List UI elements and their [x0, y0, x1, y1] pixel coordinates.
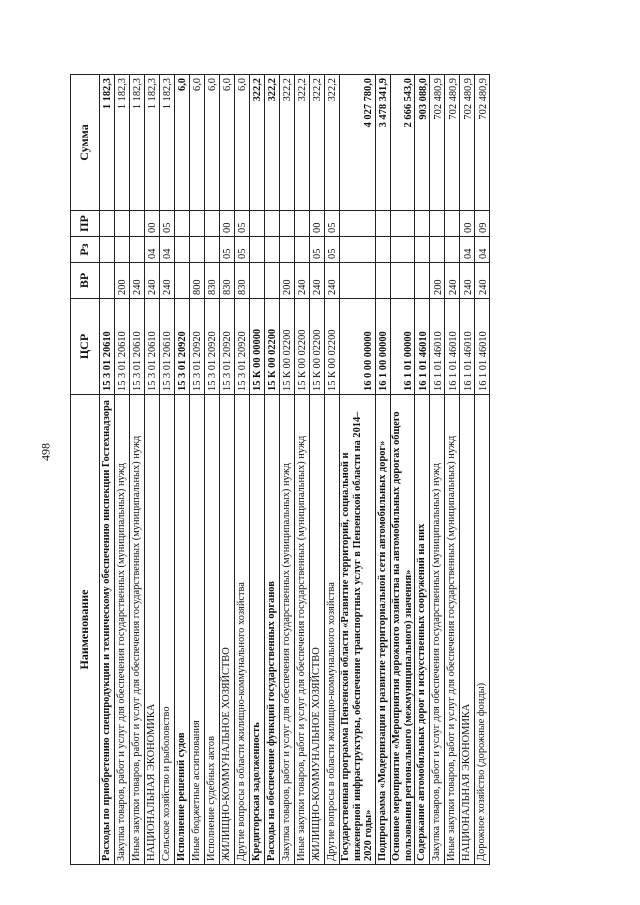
cell-csr: 15 К 00 02200 — [265, 299, 280, 395]
cell-sum: 702 480,9 — [475, 75, 490, 211]
cell-vr — [100, 263, 115, 299]
cell-pr: 00 — [220, 211, 235, 237]
table-row — [175, 75, 190, 865]
cell-vr: 240 — [295, 263, 310, 299]
cell-rz: 05 — [235, 237, 250, 263]
cell-pr — [175, 211, 190, 237]
cell-rz — [205, 237, 220, 263]
cell-name: Иные закупки товаров, работ и услуг для обеспечения государственных (муниципальных) нужд — [295, 395, 310, 865]
cell-sum: 322,2 — [325, 75, 340, 211]
cell-name: Закупка товаров, работ и услуг для обеспечения государственных (муниципальных) нужд — [430, 395, 445, 865]
cell-pr: 05 — [325, 211, 340, 237]
table-row — [415, 75, 430, 865]
header-name: Наименование — [71, 395, 100, 865]
cell-pr: 05 — [235, 211, 250, 237]
cell-sum: 702 480,9 — [460, 75, 475, 211]
table-row — [115, 75, 130, 865]
table-row — [390, 75, 414, 865]
cell-sum: 322,2 — [280, 75, 295, 211]
cell-sum: 1 182,3 — [130, 75, 145, 211]
header-pr: ПР — [71, 211, 100, 237]
cell-name: Исполнение судебных актов — [205, 395, 220, 865]
cell-csr: 15 К 00 02200 — [295, 299, 310, 395]
table-row — [220, 75, 235, 865]
cell-vr — [340, 263, 376, 299]
cell-csr: 16 1 00 00000 — [375, 299, 390, 395]
cell-csr: 15 К 00 02200 — [325, 299, 340, 395]
cell-pr: 09 — [475, 211, 490, 237]
cell-pr — [100, 211, 115, 237]
cell-name: Подпрограмма «Модернизация и развитие территориальной сети автомобильных дорог» — [375, 395, 390, 865]
table-row — [145, 75, 160, 865]
table-row — [430, 75, 445, 865]
table-row — [190, 75, 205, 865]
cell-rz — [445, 237, 460, 263]
table-row — [460, 75, 475, 865]
cell-sum: 322,2 — [310, 75, 325, 211]
cell-rz — [265, 237, 280, 263]
cell-name: Другие вопросы в области жилищно-коммунального хозяйства — [235, 395, 250, 865]
cell-rz — [390, 237, 414, 263]
cell-name: Иные бюджетные ассигнования — [190, 395, 205, 865]
cell-csr: 15 3 01 20610 — [160, 299, 175, 395]
cell-rz — [115, 237, 130, 263]
cell-vr: 830 — [205, 263, 220, 299]
cell-rz — [175, 237, 190, 263]
cell-csr: 15 3 01 20610 — [145, 299, 160, 395]
cell-vr — [175, 263, 190, 299]
header-row — [71, 75, 100, 865]
cell-csr: 16 1 01 46010 — [445, 299, 460, 395]
cell-csr: 15 3 01 20920 — [235, 299, 250, 395]
cell-rz — [280, 237, 295, 263]
cell-rz — [250, 237, 265, 263]
table-row — [235, 75, 250, 865]
cell-vr: 830 — [235, 263, 250, 299]
cell-vr — [415, 263, 430, 299]
table-row — [250, 75, 265, 865]
cell-name: НАЦИОНАЛЬНАЯ ЭКОНОМИКА — [145, 395, 160, 865]
cell-pr — [130, 211, 145, 237]
cell-pr — [115, 211, 130, 237]
cell-vr — [250, 263, 265, 299]
budget-table — [70, 74, 490, 865]
cell-csr: 15 3 01 20920 — [175, 299, 190, 395]
cell-vr — [390, 263, 414, 299]
cell-sum: 6,0 — [205, 75, 220, 211]
cell-csr: 15 К 00 00000 — [250, 299, 265, 395]
header-vr: ВР — [71, 263, 100, 299]
cell-sum: 4 027 780,0 — [340, 75, 376, 211]
cell-rz: 05 — [325, 237, 340, 263]
table-row — [295, 75, 310, 865]
cell-vr: 200 — [430, 263, 445, 299]
cell-csr: 16 1 01 46010 — [430, 299, 445, 395]
cell-rz: 04 — [460, 237, 475, 263]
cell-pr — [295, 211, 310, 237]
cell-name: НАЦИОНАЛЬНАЯ ЭКОНОМИКА — [460, 395, 475, 865]
cell-csr: 15 3 01 20610 — [100, 299, 115, 395]
cell-csr: 15 3 01 20920 — [190, 299, 205, 395]
cell-rz — [415, 237, 430, 263]
table-row — [100, 75, 115, 865]
cell-name: ЖИЛИЩНО-КОММУНАЛЬНОЕ ХОЗЯЙСТВО — [220, 395, 235, 865]
cell-vr: 240 — [310, 263, 325, 299]
cell-pr: 00 — [145, 211, 160, 237]
cell-rz: 04 — [145, 237, 160, 263]
cell-sum: 6,0 — [175, 75, 190, 211]
cell-pr — [280, 211, 295, 237]
cell-vr — [265, 263, 280, 299]
cell-csr: 16 1 01 46010 — [415, 299, 430, 395]
cell-name: Закупка товаров, работ и услуг для обеспечения государственных (муниципальных) нужд — [115, 395, 130, 865]
cell-name: Содержание автомобильных дорог и искусственных сооружений на них — [415, 395, 430, 865]
cell-vr: 240 — [445, 263, 460, 299]
cell-rz — [190, 237, 205, 263]
cell-pr: 00 — [460, 211, 475, 237]
header-rz: Рз — [71, 237, 100, 263]
cell-sum: 702 480,9 — [430, 75, 445, 211]
cell-pr — [265, 211, 280, 237]
cell-csr: 16 1 01 00000 — [390, 299, 414, 395]
cell-rz: 04 — [475, 237, 490, 263]
cell-sum: 903 088,0 — [415, 75, 430, 211]
cell-sum: 2 666 543,0 — [390, 75, 414, 211]
cell-vr: 200 — [115, 263, 130, 299]
table-row — [475, 75, 490, 865]
cell-name: Государственная программа Пензенской области «Развитие территорий, социальной и инженерной инфраструктуры, обеспечение транспортных услуг в Пензенской области на 2014–2020 годы» — [340, 395, 376, 865]
table-header — [71, 75, 100, 865]
cell-sum: 702 480,9 — [445, 75, 460, 211]
cell-vr: 240 — [460, 263, 475, 299]
cell-sum: 6,0 — [220, 75, 235, 211]
cell-vr: 200 — [280, 263, 295, 299]
table-row — [160, 75, 175, 865]
cell-sum: 3 478 341,9 — [375, 75, 390, 211]
cell-sum: 1 182,3 — [145, 75, 160, 211]
cell-pr — [390, 211, 414, 237]
cell-sum: 1 182,3 — [115, 75, 130, 211]
table-row — [265, 75, 280, 865]
cell-name: Кредиторская задолженность — [250, 395, 265, 865]
cell-vr: 240 — [160, 263, 175, 299]
cell-pr — [250, 211, 265, 237]
cell-rz — [430, 237, 445, 263]
cell-vr: 240 — [145, 263, 160, 299]
page-number: 498 — [38, 443, 53, 461]
cell-name: Сельское хозяйство и рыболовство — [160, 395, 175, 865]
cell-sum: 322,2 — [295, 75, 310, 211]
cell-name: Другие вопросы в области жилищно-коммунального хозяйства — [325, 395, 340, 865]
header-sum: Сумма — [71, 75, 100, 211]
cell-name: Расходы по приобретению спецпродукции и техническому обеспечению инспекции Гостехнадзора — [100, 395, 115, 865]
cell-csr: 15 3 01 20920 — [220, 299, 235, 395]
cell-csr: 15 3 01 20610 — [115, 299, 130, 395]
cell-name: Дорожное хозяйство (дорожные фонды) — [475, 395, 490, 865]
cell-rz: 05 — [220, 237, 235, 263]
cell-vr: 830 — [220, 263, 235, 299]
cell-pr — [205, 211, 220, 237]
cell-vr: 240 — [130, 263, 145, 299]
cell-sum: 322,2 — [265, 75, 280, 211]
cell-csr: 15 К 00 02200 — [310, 299, 325, 395]
cell-sum: 322,2 — [250, 75, 265, 211]
table-row — [325, 75, 340, 865]
cell-rz — [100, 237, 115, 263]
table-body — [100, 75, 490, 865]
header-csr: ЦСР — [71, 299, 100, 395]
cell-sum: 6,0 — [235, 75, 250, 211]
cell-name: Расходы на обеспечение функций государственных органов — [265, 395, 280, 865]
cell-csr: 15 3 01 20920 — [205, 299, 220, 395]
cell-name: Исполнение решений судов — [175, 395, 190, 865]
table-row — [375, 75, 390, 865]
cell-vr: 240 — [325, 263, 340, 299]
cell-sum: 1 182,3 — [160, 75, 175, 211]
cell-rz — [340, 237, 376, 263]
cell-csr: 16 1 01 46010 — [460, 299, 475, 395]
table-row — [340, 75, 376, 865]
cell-name: ЖИЛИЩНО-КОММУНАЛЬНОЕ ХОЗЯЙСТВО — [310, 395, 325, 865]
cell-vr: 800 — [190, 263, 205, 299]
cell-csr: 15 К 00 02200 — [280, 299, 295, 395]
cell-sum: 1 182,3 — [100, 75, 115, 211]
cell-csr: 16 0 00 00000 — [340, 299, 376, 395]
cell-rz — [375, 237, 390, 263]
cell-vr: 240 — [475, 263, 490, 299]
cell-vr — [375, 263, 390, 299]
table-row — [310, 75, 325, 865]
cell-pr — [375, 211, 390, 237]
cell-pr — [190, 211, 205, 237]
table-row — [445, 75, 460, 865]
cell-rz: 04 — [160, 237, 175, 263]
cell-name: Иные закупки товаров, работ и услуг для обеспечения государственных (муниципальных) нужд — [130, 395, 145, 865]
cell-pr — [445, 211, 460, 237]
cell-name: Основное мероприятие «Мероприятия дорожного хозяйства на автомобильных дорогах общего пользования регионального (межмуниципального) значения» — [390, 395, 414, 865]
cell-rz: 05 — [310, 237, 325, 263]
cell-name: Иные закупки товаров, работ и услуг для обеспечения государственных (муниципальных) нужд — [445, 395, 460, 865]
table-row — [130, 75, 145, 865]
table-row — [280, 75, 295, 865]
cell-name: Закупка товаров, работ и услуг для обеспечения государственных (муниципальных) нужд — [280, 395, 295, 865]
table-row — [205, 75, 220, 865]
cell-pr — [415, 211, 430, 237]
cell-rz — [130, 237, 145, 263]
cell-pr — [340, 211, 376, 237]
cell-csr: 16 1 01 46010 — [475, 299, 490, 395]
cell-csr: 15 3 01 20610 — [130, 299, 145, 395]
rotated-page-content — [70, 75, 580, 865]
cell-pr: 05 — [160, 211, 175, 237]
cell-sum: 6,0 — [190, 75, 205, 211]
cell-rz — [295, 237, 310, 263]
cell-pr — [430, 211, 445, 237]
cell-pr: 00 — [310, 211, 325, 237]
